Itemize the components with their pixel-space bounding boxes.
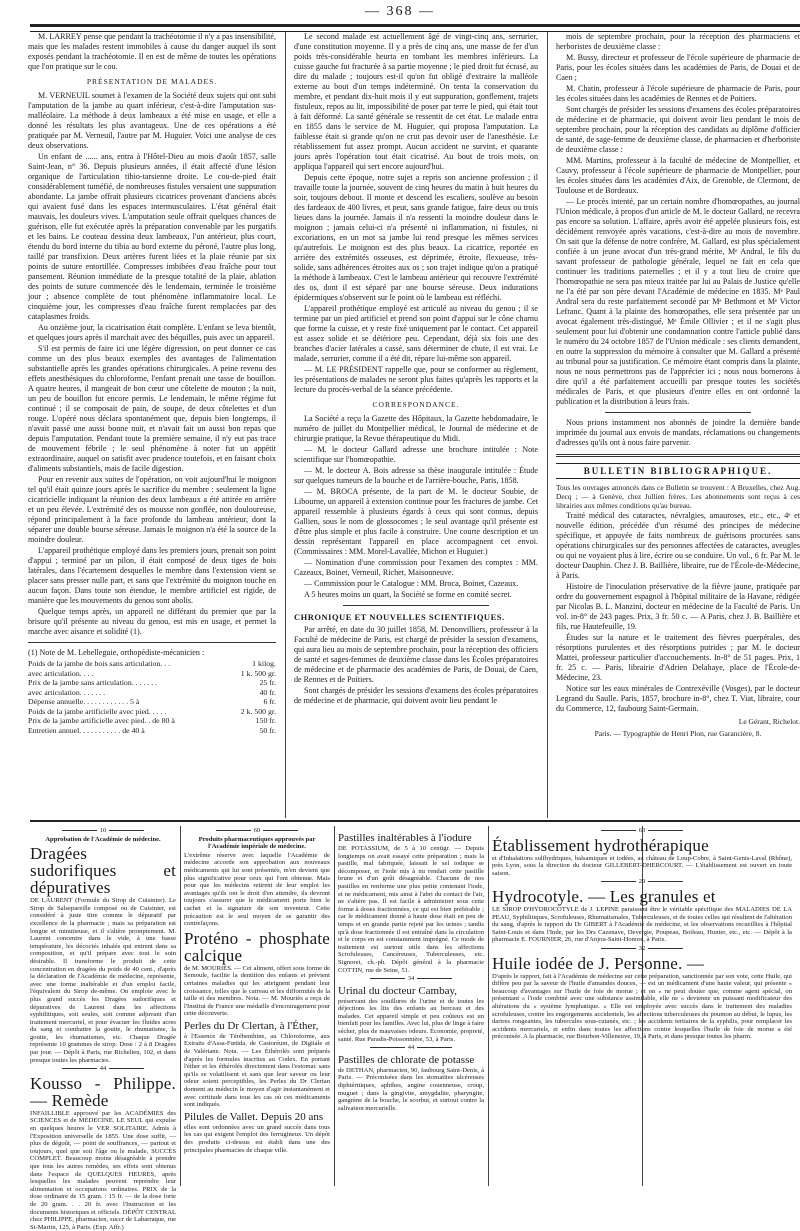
ad-number: 10 [30, 827, 176, 835]
paragraph: — M. le docteur A. Bois adresse sa thèse inaugurale intitulée : Étude sur quelques tumeurs de la bouche et de l'arrière-bouche, Paris, 1858. [294, 466, 538, 485]
cost-value: 1 k. 500 gr. [240, 668, 276, 678]
printer-line: Paris. — Typographie de Henri Plon, rue Garancière, 8. [594, 729, 762, 738]
cost-row [28, 669, 276, 679]
cost-row [28, 707, 276, 717]
column-3 [556, 32, 800, 818]
cost-label: avec articulation. . . . [28, 668, 94, 678]
paragraph: — Nomination d'une commission pour l'examen des comptes : MM. Cazeaux, Boinet, Verneuil, Richet, Maisonneuve. [294, 558, 538, 577]
paragraph: M. LARREY pense que pendant la trachéotomie il n'y a pas insensibilité, mais que les malades restent immobiles à cause du danger auquel ils sont exposés pendant la trachéotomie. Il en est de même de toutes les opérations que l'on pratique sur le cou. [28, 32, 276, 71]
cost-label: Poids de la jambe de bois sans articulation. . . [28, 659, 171, 668]
ad-body: LE SIROP D'HYDROCOTYLE de J. LEPINE paraissent être le véritable spécifique des MALADIES DE LA PEAU, Syphilitiques, Scrofuleuses, Rhumatismales, Tuberculeuses, et de toutes celles qui résultent de l'altération du sang, d'après le rapport du Dr GIBERT à l'Académie de médecine, et les observations recueillies à l'hôpital Saint-Louis et dans l'Inde, par les Drs Cazenave, Devergie, Poupeau, Boileau, Hunter, etc., etc. — Dépôt à la pharmacie E. FOURNIER, 26, rue d'Anjou-Saint-Honoré, à Paris. [492, 905, 792, 944]
paragraph: Sont chargés de présider les sessions d'examens des écoles préparatoires de médecine et de pharmacie, qui doivent avoir lieu pendant le mois de septembre prochain, pour la réception des candidats au diplôme d'officier de santé, de sage-femme de deuxième classe, de pharmacien et d'herboriste de deuxième classe : [556, 105, 800, 154]
ads-top-rule [30, 820, 800, 822]
chronicle-heading: CHRONIQUE ET NOUVELLES SCIENTIFIQUES. [294, 612, 505, 622]
paragraph: — Le procès intenté, par un certain nombre d'homœopathes, au journal l'Union médicale, à propos d'un article de M. le docteur Gallard, ne recevra pas encore sa solution. L'affaire, après avoir été appelée plusieurs fois, est décidément renvoyée après vacations, c'est-à-dire au mois de novembre. On sait que la défense de notre confrère, M. Gallard, est plus spécialement confiée à un jeune avocat d'un très-grand mérite, Mᵉ Andral, le fils du savant professeur de pathologie générale, lequel ne fait en cela que continuer les traditions paternelles ; et il y a tout lieu de croire que l'homœopathie ne sera pas mieux traitée par lui au Palais de Justice qu'elle ne l'a été par son père devant l'Académie de médecine en 1835. Mᵉ Paul Andral sera du reste parfaitement secondé par Mᵉ Bethmont et Mᵉ Victor Lefranc. Quant à la plainte des homœopathes, elle sera présentée par un avocat également très-distingué, Mᵉ Émile Ollivier ; et il ne s'agit plus seulement pour lui d'obtenir une condamnation contre l'article publié dans le numéro du 24 octobre 1857 de l'Union médicale : ses clients demandent, en outre la suppression du mémoire à consulter que M. Gallard a présenté au tribunal pour sa justification. Ce mémoire étant compris dans la plainte, nous ne nous permettrons pas de l'apprécier ici ; nous nous bornerons à dire qu'il a été parfaitement accueilli par presque toutes les sociétés médicales de Paris, et que plusieurs d'entre elles en ont ordonné la publication et la distribution à leurs frais. [556, 197, 800, 406]
ad-title: Urinal du docteur Cambay, [338, 984, 458, 997]
paragraph: Depuis cette époque, notre sujet a repris son ancienne profession ; il travaille toute la journée, souvent de cinq heures du matin à huit heures du soir, toujours debout. Il monte et descend les escaliers, soulève au besoin des fardeaux de 400 livres, et peut, sans grande fatigue, faire deux ou trois lieues dans la journée. Jamais il n'a ressenti la moindre douleur dans le moignon ; jamais celui-ci n'a présenté ni inflammation, ni fistules, ni excoriations, en un mot sa jambe lui rend presque les mêmes services qu'autrefois. Le moignon est des plus beaux. La cicatrice, reportée en arrière des extrémités osseuses, est déprimée, étroite, flexueuse, très-solide, sans adhérences étroites aux os ; son trajet indique qu'on a pratiqué la méthode à lambeaux. C'est le lambeau antérieur qui recouvre l'extrémité des os, dont il est séparé par une bourse séreuse. Deux indurations épidermiques s'observent sur le point où le lambeau est réfléchi. [294, 173, 538, 302]
bulletin-intro: Tous les ouvrages annoncés dans ce Bulletin se trouvent : A Bruxelles, chez Aug. Decq ; — à Genève, chez Jullien frères. Les abonnements sont reçus à ces librairies aux mêmes conditions qu'au bureau. [556, 483, 800, 510]
footnote-title: (1) Note de M. Lebelleguie, orthopédiste-mécanicien : [28, 648, 205, 657]
ad-body: et d'Inhalations sulfhydriques, balsamiques et iodées, au château de Loup-Cobre, à Saint-Genis-Laval (Rhône), près Lyon, sous la direction du docteur GILLEBERT-DHERCOURT. — L'établissement est ouvert en toute saison. [492, 854, 792, 877]
ad-number: 32 [492, 945, 792, 953]
ad-title: Pilules de Vallet. Depuis 20 ans [184, 1110, 324, 1123]
ad-body: D'après le rapport, fait à l'Académie de médecine sur cette préparation, sanctionnée par son vote, cette Huile, qui diffère peu par la saveur de l'huile d'amandes douces, — est un médicament d'une haute valeur, qui présente « beaucoup d'avantages sur l'huile de foie de morue ; et on « ne peut douter que, comme agent spécial, on présentant « l'iode combiné avec une substance assimilable, elle ne « devienne un puissant modificateur des altérations du « système lymphatique. » Elle est employée avec succès dans le traitement des maladies scrofuleuses, contre les engorgements accidentels, les affections tuberculeuses du poumon au début, le lupus, les dartres rongeantes, les tubercules sous-cutanés, etc. ; les accidents tertiaires de la syphilis, pour remplacer les accidents mercuriels, et enfin dans toutes les affections contre lesquelles l'huile de foie de morue a été préconisée. A la pharmacie, rue Bourbon-Villeneuve, 19, à Paris, et dans presque toutes les pharm. [492, 972, 792, 1041]
footnote-rule [28, 642, 276, 643]
ad-body: elles sont ordonnées avec un grand succès dans tous les cas qui exigent l'emploi des ferrugineux. Un dépôt des produits ci-dessus est établi dans une des principales pharmacies de chaque ville. [184, 1123, 330, 1154]
section-heading: CORRESPONDANCE. [372, 400, 460, 409]
bibliography-entry: Traité médical des cataractes, névralgies, amauroses, etc., etc., 4ᵉ et nouvelle édition, précédée d'un résumé des principes de médecine spécifique, et appuyée de faits nombreux de guérisons procurées sans opérations chirurgicales sur des personnes affectées de cataractes, aveugles ou qui ne voyaient plus à lire, écrire ou se conduire. Un vol., 6 fr. Par M. le docteur Dauphin. Chez J. B. Baillière, libraire, rue de l'École-de-Médecine, à Paris. [556, 511, 800, 580]
cost-label: Prix de la jambe sans articulation. . . . . . . [28, 678, 158, 687]
paragraph: — M. BROCA présente, de la part de M. le docteur Soubie, de Libourne, un appareil à extension continue pour les fractures de jambe. Cet appareil ressemble à plusieurs égards à ceux qui sont connus, depuis Gallien, sous le nom de glossocomes ; le seul avantage qu'il présente est d'être plus simple et plus facile à construire. Une courte description et un dessin représentant l'appareil en place accompagnent cet envoi. (Commissaires : MM. Morel-Lavallée, Michon et Huguier.) [294, 487, 538, 556]
section-rule [605, 412, 751, 413]
cost-row [28, 716, 276, 726]
ad-number: 34 [338, 975, 484, 983]
ad-approval: Approbation de l'Académie de médecine. [45, 835, 161, 843]
cost-value: 50 fr. [259, 725, 276, 735]
paragraph: — M. LE PRÉSIDENT rappelle que, pour se conformer au règlement, les présentations de malades ne seront plus faites qu'après les rapports et la lecture du procès-verbal de la séance précédente. [294, 365, 538, 394]
ad-body: DE POTASSIUM, de 5 à 10 centigr. — Depuis longtemps on avait essayé cette préparation ; mais la pastille, mal fabriquée, laissait le sel iodique se décomposer, et l'iode mis à nu rendait cette pastille brune et d'un goût désagréable. Chacune de nos pastilles en renferme une plus petite contenant l'iode, et ne médicament, mis ainsi à l'abri du contact de l'air, ne s'altère pas. Il est facile à administrer sous cette forme à doses fractionnées, ce qui est bien préférable ; car le médicament donné à haute dose était en peu de temps et en grande partie rejeté par les urines ; tandis qu'à dose fractionnée il est entraîné dans la circulation et le corps en est constamment imprégné. Ce mode de traitement est surtout utile dans les affections Scrofuleuses, Cancéreuses, Tuberculeuses, etc. Signoret, ch.-ph. Dépôt général à la pharmacie COTTIN, rue de Seine, 51. [338, 845, 484, 974]
cost-row [28, 726, 276, 736]
cost-label: Dépense annuelle. . . . . . . . . . . . 5 à [28, 697, 140, 706]
ad-title: Établissement hydrothérapique [492, 835, 709, 855]
cost-value: 25 fr. [259, 678, 276, 687]
paragraph: M. VERNEUIL soumet à l'examen de la Société deux sujets qui ont subi l'amputation de la jambe au quart inférieur, c'est-à-dire l'amputation sus-malléolaire. La méthode à deux lambeaux a été mise en usage, et elle a donné les résultats les plus avantageux. Une de ces opérations a été pratiquée par M. Verneuil, l'autre par M. Huguier. Voici une analyse de ces deux observations. [28, 91, 276, 150]
ad-number: 44 [30, 1065, 176, 1073]
cost-label: avec articulation. . . . . . . [28, 687, 106, 697]
ad-title: Proténo - phosphate calcique [184, 928, 330, 965]
paragraph: — Commission pour le Catalogue : MM. Broca, Boinet, Cazeaux. [304, 579, 519, 588]
paragraph: L'appareil prothétique employé dans les premiers jours, prenait son point d'appui ; terminé par un pilon, il était composé de deux tiges de bois latérales, dans l'écartement desquelles le membre dans l'extension vient se placer sans presser nulle part, et sans que l'extrémité du moignon touche en aucun façon. Dans toute son étendue, le membre artificiel est rigide, de manière que les mouvements du genou sont abolis. [28, 546, 276, 605]
ad-title: Pastilles de chlorate de potasse [338, 1053, 475, 1066]
advertisements [30, 826, 800, 1231]
ad-number: 29 [492, 878, 792, 886]
paragraph: A 5 heures moins un quart, la Société se forme en comité secret. [304, 590, 512, 599]
ad-body: de DETHAN, pharmacien, 90, faubourg Saint-Denis, à Paris. — Préconisées dans les stomatites ulcéreuses diphtéritiques, aphthes, angine couenneuse, croup, muguet ; dans la gingivite, amygdalite, pharyngite, gangrène de la bouche, le scorbut, et surtout contre la salivation mercurielle. [338, 1066, 484, 1112]
ad-title: Kousso - Philippe. — Remède [30, 1073, 176, 1110]
paragraph: La Société a reçu la Gazette des Hôpitaux, la Gazette hebdomadaire, le numéro de juillet du Montpellier médical, le Journal de médecine et de chirurgie pratique, la Revue thérapeutique du Midi. [294, 414, 538, 443]
paragraph: Pour en revenir aux suites de l'opération, on voit aujourd'hui le moignon tel qu'il était quinze jours après le sacrifice du membre : seulement la ligne cicatricielle indiquant la réunion des deux lambeaux a été attirée en arrière et un peu élevée. L'extrémité des os mousse non gonflée, non douloureuse, répond principalement à la face profonde du lambeau antérieur, dont la séparer une double bourse séreuse. Jamais le moignon n'a été la source de la moindre douleur. [28, 475, 276, 544]
bibliography-entry: Notice sur les eaux minérales de Contrexéville (Vosges), par le docteur Legrand du Saulle. Paris, 1857, brochure in-8°, chez T. Viat, libraire, cour du Commerce, 12, faubourg Saint-Germain. [556, 684, 800, 713]
paragraph: S'il est permis de faire ici une légère digression, on peut donner ce cas comme un des plus beaux exemples des avantages de l'alimentation substantielle après les grandes opérations chirurgicales. A peine revenu des effets anesthésiques du chloroforme, l'enfant prenait une tasse de bouillon. A quatre heures, il mangeait de bon cœur une côtelette de mouton ; la nuit, un peu de bouillon fut encore permis. Le lendemain, le même régime fut continué ; il se composait de pain, de soupe, de deux côtelettes et d'un rouge. L'opéré nous déclara spontanément que, depuis bien longtemps, il n'avait passé une aussi bonne nuit, et n'avait fait un aussi bon repas que depuis l'amputation. Pendant toute la première semaine, il n'y eut pas trace de mouvement fébrile ; le seul phénomène à noter fut un appétit extraordinaire, auquel on satisfit avec prudence toutefois, et en faisant choix d'aliments substantiels, mais de facile digestion. [28, 344, 276, 473]
page-number: — 368 — [365, 4, 435, 19]
paragraph: Un enfant de ...... ans, entra à l'Hôtel-Dieu au mois d'août 1857, salle Saint-Jean, n° 36. Depuis plusieurs années, il était affecté d'une lésion organique de l'articulation tibio-tarsienne droite. Le cou-de-pied était considérablement tuméfié, de nombreuses fistules versaient une suppuration abondante. La jambe offrait plusieurs cicatrices provenant d'anciens abcès qui avaient fusé dans les espaces intermusculaires. L'état général était mauvais, les douleurs vives. L'amputation seule offrait quelques chances de guérison, elle fut exécutée après la préparation convenable par les purgatifs et les bains. Le couteau dessina deux lambeaux, l'un antérieur, plus court, étendu du bord interne du tibia au bord externe du péroné, l'autre plus long, taillé par transfixion. Deux artères furent liées et la plaie réunie par six points de suture entortillée. Compresses imbibées d'eau fraîche pour tout pansement. Réunion immédiate de la presque totalité de la plaie, ablation des points de suture commencée dès le lendemain, terminée le troisième jour ; absence complète de tout phénomène inflammatoire local. Le cinquième jour, les compresses d'eau fraîche furent remplacées par des cataplasmes froids. [28, 152, 276, 321]
cost-value: 150 fr. [255, 716, 276, 725]
column-2 [294, 32, 538, 818]
ad-title: Hydrocotyle. — Les granules et [492, 886, 716, 906]
column-1 [28, 32, 276, 818]
ad-title: Huile iodée de J. Personne. — [492, 953, 705, 973]
article-columns [28, 32, 800, 818]
ad-column-2 [184, 826, 330, 1186]
cost-value: 1 kilog. [252, 659, 276, 668]
cost-value: 6 fr. [263, 697, 276, 706]
ad-column-4 [492, 826, 792, 1186]
paragraph: MM. Martins, professeur à la faculté de médecine de Montpellier, et Cauvy, professeur à l'école supérieure de pharmacie de Montpellier, pour les écoles situées dans les académies d'Aix, de Grenoble, de Clermont, de Toulouse et de Bordeaux. [556, 156, 800, 195]
cost-row [28, 659, 276, 669]
paragraph: Par arrêté, en date du 30 juillet 1858, M. Denonvilliers, professeur à la Faculté de médecine de Paris, est chargé de présider la session d'examens, qui aura lieu au mois de septembre prochain, pour la réception des officiers de santé et sages-femmes de deuxième classe dans les Écoles préparatoires de médecine et de pharmacie des académies de Paris, de Douai, de Caen, de Rennes et de Poitiers. [294, 625, 538, 684]
cost-value: 2 k. 500 gr. [240, 706, 276, 716]
cost-row [28, 688, 276, 698]
ad-title: Perles du Dr Clertan, à l'Éther, [184, 1019, 319, 1032]
double-rule [556, 454, 800, 457]
paragraph: Au onzième jour, la cicatrisation était complète. L'enfant se leva bientôt, et quelques jours après il marchait avec des béquilles, puis avec un appareil. [28, 323, 276, 342]
paragraph: Le second malade est actuellement âgé de vingt-cinq ans, serrurier, d'une constitution moyenne. Il y a près de cinq ans, une masse de fer d'un poids très-considérable heurta en tombant les membres inférieurs. La cuisse gauche fut fracturée à sa partie moyenne ; le pied droit fut écrasé, au dire du malade ; toujours est-il qu'on fut obligé d'extraire la malléole externe au bout d'un temps indéterminé. On tenta la conservation du membre, et pendant dix-huit mois il y eut suppuration, gonflement, trajets fistuleux, repos au lit, impossibilité de poser par terre le pied, qui était tout à fait déformé. La santé générale se ressentit de cet état. Le malade entra en 1855 dans le service de M. Huguier, qui proposa l'amputation. La faiblesse était si grande qu'on ne crut pas devoir user de l'anesthésie. Le rétablissement fut assez prompt. Aucun accident ne survint, et quarante jours après l'opération tout était cicatrisé. Au bout de trois mois, on appliqua l'appareil qui sert encore aujourd'hui. [294, 32, 538, 171]
paragraph: M. Bussy, directeur et professeur de l'école supérieure de pharmacie de Paris, pour les écoles situées dans les académies de Paris, de Douai et de Caen ; [556, 53, 800, 82]
ad-body: DE LAURENT (Formule du Sirop de Cuisinier). Le Sirop de Salsepareille composé ou de Cuisinier, est considéré à juste titre comme le dépuratif par excellence de la pharmacie ; mais sa préparation est longue et minutieuse, et il s'altère promptement. M. Laurent concentre dans le vide, à une basse température, les décoctés inhalés qui entrent dans sa composition, et qu'il prépare avec tout le soin désirable. Il transforme le produit de cette concentration en dragées du poids de 40 cent., d'après la déclaration de l'Académie de médecine, représente, avec une forme inaltérable et d'un emploi facile, l'équivalent du Sirop de-même. On emploie avec le plus grand succès les Dragées sudorifiques et dépuratives de Laurent dans les affections syphilitiques, soit seules, soit comme adjuvant d'un traitement mercuriel, et pour évacuer les fluides acres du sang et combattre la goutte, le rhumatisme, la goutte, les rhumatismes, etc. Chaque Dragée représente 10 grammes de sirop. Dose : 2 à 8 Dragées par jour. — Dépôt à Paris, rue Richelieu, 102, et dans presque toutes les pharmacies. [30, 897, 176, 1064]
paragraph: Quelque temps après, un appareil ne différant du premier que par la brisure qu'il présente au niveau du genou, est mis en usage, et permet la marche avec aisance et solidité (1). [28, 607, 276, 636]
section-rule [343, 605, 489, 606]
paragraph: mois de septembre prochain, pour la réception des pharmaciens et herboristes de deuxième classe : [556, 32, 800, 51]
ad-body: L'extrême réserve avec laquelle l'Académie de médecine accorde son approbation aux nouveaux médicaments qui lui sont présentés, m'en devient que plus significative pour ceux qui l'ont obtenue. Mais pour que les médecins retirent de leur emploi les avantages qu'ils ont le droit d'en attendre, ils devront toujours s'assurer que le médicament porte bien le cachet et la signature de son inventeur. Cette précaution est le seul moyen de se garantir des contrefaçons. [184, 851, 330, 928]
cost-label: Prix de la jambe artificielle avec pied. . de 80 à [28, 716, 175, 725]
ad-title: Dragées sudorifiques et dépuratives [30, 844, 176, 898]
ad-number: 60 [184, 827, 330, 835]
ad-body: de M. MOURIÈS. — Cet aliment, offert sous forme de Semoule, facilite la dentition des enfants et prévient certaines maladies qui les atteignent pendant leur croissance, telles que le carreau et les difformités de la taille et des membres. Nota. — M. Mouriès a reçu de l'Institut de France une médaille d'encouragement pour cette découverte. [184, 964, 330, 1018]
bibliography-entry: Histoire de l'inoculation préservative de la fièvre jaune, pratiquée par ordre du gouvernement espagnol à l'hôpital militaire de la Havane, rédigée par Nicolas B. L. Manzini, docteur en médecine de la Faculté de Paris. Un vol. in-8° de 243 pages. Prix, 3 fr. 50 c. — A Paris, chez J. B. Baillière et fils, rue Hautefeuille, 19. [556, 582, 800, 631]
cost-table [28, 659, 276, 735]
cost-label: Entretien annuel. . . . . . . . . . . de 40 à [28, 725, 145, 735]
notice-paragraph: Nous prions instamment nos abonnés de joindre la dernière bande imprimée du journal aux envois de mandats, réclamations ou changements d'adresses qu'ils ont à nous faire parvenir. [556, 418, 800, 447]
cost-row [28, 697, 276, 707]
ad-body: INFAILLIBLE approuvé par les ACADÉMIES des SCIENCES et de MÉDECINE. LE SEUL qui expulse en quelques heures le VER SOLITAIRE. Admis à l'Exposition universelle de 1855. Une dose suffit, — plus de dégoût, — point de souffrances, — partout et toujours, quel que soit l'âge ou le malade, SUCCÈS COMPLET. Beaucoup moins désagréable à prendre que tous les autres remèdes, ses effets sont obtenus dans l'espace de QUELQUES HEURES, après lesquelles les malades peuvent reprendre leur alimentation et occupations ordinaires. PRIX de la dose ordinaire de 15 gram. : 15 fr. — de la dose forte de 20 gram. . . 20 fr. avec l'Instruction et les documents historiques et officiels. DÉPÔT CENTRAL chez PHILIPPE, pharmacien, succr de Labarraque, rue St-Martin, 125, à Paris. (Exp. Affr.) [30, 1109, 176, 1231]
ad-body: préservant des souillures de l'urine et de toutes les déjections les lits des enfants au berceau et des malades. Cet appareil simple et peu coûteux est un bienfait pour les familles. Avec lui, plus de linge à faire sécher, plus de mauvaises odeurs. Économie, propreté, santé. Rue Paradis-Poissonnière, 53, à Paris. [338, 997, 484, 1043]
ad-body: à l'Essence de Térébenthine, au Chloroforme, aux Extraits d'Assa-Fœtida, de Castoréum, de Digitale et de Valériane. Nota. — Les Éthérolés sont préparés d'après les formules inscrites au Codex. En portant l'éther et les éthérolés directement dans l'estomac sans qu'ils se volatilisent et sans que leur saveur ou leur odeur soient perceptibles, les Perles du Dr Clertan donnent au médecin le moyen d'agir instantanément et avec certitude dans tous les cas où ces médicaments sont indiqués. [184, 1032, 330, 1109]
bibliography-entry: Études sur la nature et le traitement des fièvres puerpérales, des résorptions purulentes et des résorptions putrides ; par M. le docteur Mattei, professeur particulier d'accouchements. In-8° de 51 pages. Prix, 1 fr. 25 c. — Paris, librairie d'Adrien Delahaye, place de l'École-de-Médecine, 23. [556, 633, 800, 682]
ad-column-1 [30, 826, 176, 1231]
ad-heading: Produits pharmaceutiques approuvés par l'Académie impériale de médecine. [198, 835, 316, 851]
bulletin-heading: BULLETIN BIBLIOGRAPHIQUE. [556, 463, 800, 479]
ad-title: Pastilles inaltérables à l'iodure [338, 832, 472, 844]
section-heading: PRÉSENTATION DE MALADES. [86, 77, 218, 86]
cost-label: Poids de la jambe artificielle avec pied. . . . . [28, 706, 167, 716]
paragraph: — M. le docteur Gallard adresse une brochure intitulée : Note scientifique sur l'homœopathie. [294, 445, 538, 464]
cost-value: 40 fr. [259, 687, 276, 697]
ad-column-3 [338, 826, 484, 1186]
paragraph: Sont chargés de présider les sessions d'examens des écoles préparatoires de médecine et de pharmacie, qui doivent avoir lieu pendant le [294, 686, 538, 705]
ad-number: 44 [338, 1044, 484, 1052]
header-rule [30, 24, 800, 32]
paragraph: L'appareil prothétique employé est articulé au niveau du genou ; il se termine par un pied artificiel et prend son point d'appui sur le cône charnu que forme la cuisse, et y reste fixé uniquement par le contact. Cet appareil est assez solide et se détériore peu. Cependant, déjà six fois une des branches d'acier latérales a cassé, sans déterminer de chute, il est vrai. Le malade, serrurier, comme il a été dit, répare lui-même son appareil. [294, 304, 538, 363]
paragraph: M. Chatin, professeur à l'école supérieure de pharmacie de Paris, pour les écoles situées dans les académies de Rennes et de Poitiers. [556, 84, 800, 103]
cost-row [28, 678, 276, 688]
ad-number: 63 [492, 827, 792, 835]
signature: Le Gérant, Richelot. [738, 717, 800, 726]
